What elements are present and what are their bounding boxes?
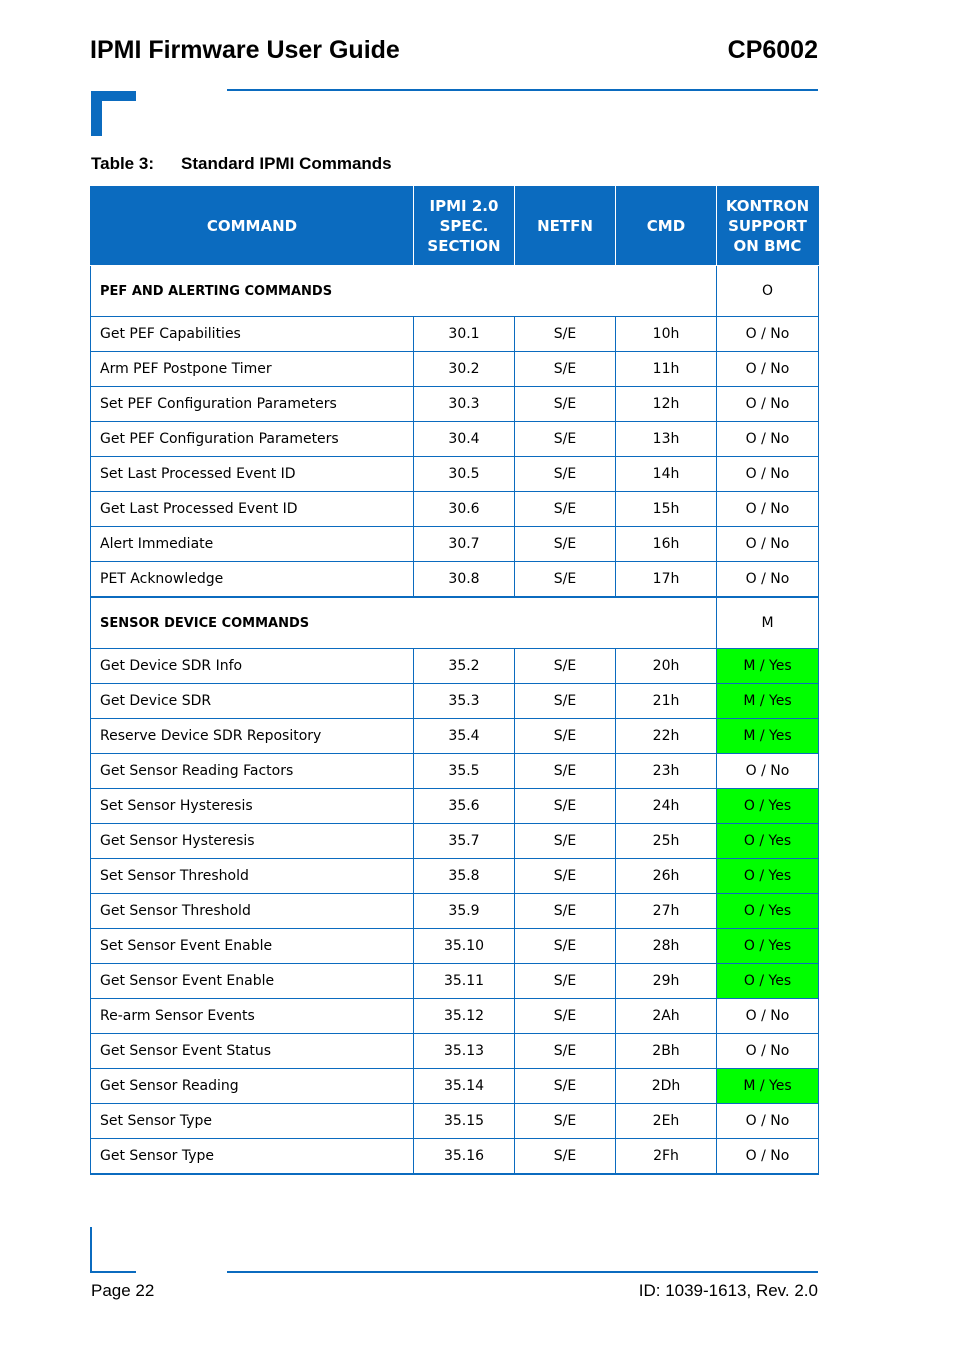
support-status: M / Yes (717, 684, 819, 719)
support-status: O / No (717, 492, 819, 527)
command-name: Get PEF Capabilities (91, 317, 414, 352)
table-title: Standard IPMI Commands (181, 154, 392, 173)
cmd-code: 13h (616, 422, 717, 457)
spec-section: 35.2 (414, 649, 515, 684)
netfn-value: S/E (515, 684, 616, 719)
column-header-support: KONTRON SUPPORT ON BMC (717, 187, 819, 266)
spec-section: 35.15 (414, 1104, 515, 1139)
cmd-code: 2Dh (616, 1069, 717, 1104)
table-row (91, 352, 819, 387)
table-row (91, 929, 819, 964)
netfn-value: S/E (515, 1034, 616, 1069)
section-label: PEF AND ALERTING COMMANDS (91, 266, 717, 317)
netfn-value: S/E (515, 387, 616, 422)
netfn-value: S/E (515, 422, 616, 457)
spec-section: 35.5 (414, 754, 515, 789)
table-row (91, 492, 819, 527)
netfn-value: S/E (515, 1069, 616, 1104)
netfn-value: S/E (515, 859, 616, 894)
cmd-code: 14h (616, 457, 717, 492)
netfn-value: S/E (515, 719, 616, 754)
corner-mark-bottom (90, 1227, 136, 1273)
spec-section: 35.4 (414, 719, 515, 754)
spec-section: 30.8 (414, 562, 515, 598)
support-status: O / Yes (717, 789, 819, 824)
product-model: CP6002 (727, 36, 818, 64)
column-header-cmd: CMD (616, 187, 717, 266)
table-number: Table 3: (91, 154, 154, 173)
command-name: Arm PEF Postpone Timer (91, 352, 414, 387)
footer-rule (227, 1271, 818, 1273)
command-name: Get Sensor Reading Factors (91, 754, 414, 789)
netfn-value: S/E (515, 492, 616, 527)
spec-section: 35.12 (414, 999, 515, 1034)
cmd-code: 27h (616, 894, 717, 929)
spec-section: 35.13 (414, 1034, 515, 1069)
netfn-value: S/E (515, 964, 616, 999)
support-status: O / No (717, 999, 819, 1034)
spec-section: 35.7 (414, 824, 515, 859)
netfn-value: S/E (515, 754, 616, 789)
document-id: ID: 1039-1613, Rev. 2.0 (638, 1281, 818, 1300)
section-label: SENSOR DEVICE COMMANDS (91, 597, 717, 649)
spec-section: 35.3 (414, 684, 515, 719)
support-status: M / Yes (717, 1069, 819, 1104)
table-row (91, 684, 819, 719)
spec-section: 30.4 (414, 422, 515, 457)
netfn-value: S/E (515, 894, 616, 929)
spec-section: 30.1 (414, 317, 515, 352)
cmd-code: 2Fh (616, 1139, 717, 1175)
support-status: O / No (717, 422, 819, 457)
cmd-code: 10h (616, 317, 717, 352)
column-header-netfn: NETFN (515, 187, 616, 266)
cmd-code: 23h (616, 754, 717, 789)
table-row (91, 457, 819, 492)
spec-section: 30.3 (414, 387, 515, 422)
command-name: Get PEF Configuration Parameters (91, 422, 414, 457)
section-support: M (717, 597, 819, 649)
support-status: M / Yes (717, 719, 819, 754)
table-row (91, 1104, 819, 1139)
support-status: M / Yes (717, 649, 819, 684)
spec-section: 35.16 (414, 1139, 515, 1175)
cmd-code: 20h (616, 649, 717, 684)
cmd-code: 25h (616, 824, 717, 859)
netfn-value: S/E (515, 1104, 616, 1139)
cmd-code: 16h (616, 527, 717, 562)
command-name: Get Sensor Event Enable (91, 964, 414, 999)
section-row (91, 597, 819, 649)
table-row (91, 719, 819, 754)
cmd-code: 28h (616, 929, 717, 964)
cmd-code: 21h (616, 684, 717, 719)
table-row (91, 649, 819, 684)
command-name: Get Sensor Type (91, 1139, 414, 1175)
netfn-value: S/E (515, 789, 616, 824)
command-name: Get Last Processed Event ID (91, 492, 414, 527)
spec-section: 35.11 (414, 964, 515, 999)
table-row (91, 754, 819, 789)
table-row (91, 824, 819, 859)
table-caption (91, 154, 392, 174)
spec-section: 35.14 (414, 1069, 515, 1104)
spec-section: 30.7 (414, 527, 515, 562)
table-row (91, 1034, 819, 1069)
cmd-code: 11h (616, 352, 717, 387)
support-status: O / No (717, 387, 819, 422)
corner-mark-top (91, 91, 136, 136)
command-name: Set Last Processed Event ID (91, 457, 414, 492)
table-header-row (91, 187, 819, 266)
cmd-code: 17h (616, 562, 717, 598)
header-rule (227, 89, 818, 91)
support-status: O / Yes (717, 929, 819, 964)
command-name: Alert Immediate (91, 527, 414, 562)
table-row (91, 317, 819, 352)
cmd-code: 2Ah (616, 999, 717, 1034)
cmd-code: 22h (616, 719, 717, 754)
cmd-code: 12h (616, 387, 717, 422)
support-status: O / No (717, 1139, 819, 1175)
cmd-code: 15h (616, 492, 717, 527)
cmd-code: 29h (616, 964, 717, 999)
section-support: O (717, 266, 819, 317)
table-row (91, 387, 819, 422)
support-status: O / No (717, 754, 819, 789)
support-status: O / Yes (717, 859, 819, 894)
netfn-value: S/E (515, 1139, 616, 1175)
column-header-spec-section: IPMI 2.0 SPEC. SECTION (414, 187, 515, 266)
support-status: O / No (717, 1034, 819, 1069)
command-name: Get Device SDR Info (91, 649, 414, 684)
table-row (91, 894, 819, 929)
command-name: Set Sensor Hysteresis (91, 789, 414, 824)
command-name: Get Sensor Event Status (91, 1034, 414, 1069)
support-status: O / No (717, 1104, 819, 1139)
cmd-code: 26h (616, 859, 717, 894)
netfn-value: S/E (515, 649, 616, 684)
netfn-value: S/E (515, 999, 616, 1034)
table-row (91, 789, 819, 824)
support-status: O / No (717, 457, 819, 492)
table-row (91, 859, 819, 894)
spec-section: 30.6 (414, 492, 515, 527)
support-status: O / No (717, 527, 819, 562)
table-row (91, 527, 819, 562)
command-name: Get Sensor Threshold (91, 894, 414, 929)
cmd-code: 2Eh (616, 1104, 717, 1139)
command-name: Set Sensor Event Enable (91, 929, 414, 964)
spec-section: 35.10 (414, 929, 515, 964)
spec-section: 35.9 (414, 894, 515, 929)
support-status: O / No (717, 562, 819, 598)
command-name: Re-arm Sensor Events (91, 999, 414, 1034)
document-title: IPMI Firmware User Guide (90, 36, 400, 64)
netfn-value: S/E (515, 929, 616, 964)
command-name: Get Sensor Hysteresis (91, 824, 414, 859)
netfn-value: S/E (515, 562, 616, 598)
command-name: Set PEF Configuration Parameters (91, 387, 414, 422)
table-row (91, 964, 819, 999)
cmd-code: 2Bh (616, 1034, 717, 1069)
table-row (91, 1069, 819, 1104)
support-status: O / Yes (717, 964, 819, 999)
support-status: O / Yes (717, 824, 819, 859)
netfn-value: S/E (515, 352, 616, 387)
command-name: Get Sensor Reading (91, 1069, 414, 1104)
spec-section: 30.2 (414, 352, 515, 387)
command-name: PET Acknowledge (91, 562, 414, 598)
table-row (91, 562, 819, 598)
support-status: O / Yes (717, 894, 819, 929)
page-number: Page 22 (91, 1281, 155, 1300)
table-row (91, 999, 819, 1034)
netfn-value: S/E (515, 824, 616, 859)
cmd-code: 24h (616, 789, 717, 824)
table-row (91, 1139, 819, 1175)
netfn-value: S/E (515, 527, 616, 562)
column-header-command: COMMAND (91, 187, 414, 266)
commands-table (90, 186, 819, 1175)
netfn-value: S/E (515, 317, 616, 352)
spec-section: 30.5 (414, 457, 515, 492)
command-name: Reserve Device SDR Repository (91, 719, 414, 754)
spec-section: 35.6 (414, 789, 515, 824)
command-name: Set Sensor Type (91, 1104, 414, 1139)
support-status: O / No (717, 317, 819, 352)
section-row (91, 266, 819, 317)
command-name: Get Device SDR (91, 684, 414, 719)
command-name: Set Sensor Threshold (91, 859, 414, 894)
spec-section: 35.8 (414, 859, 515, 894)
netfn-value: S/E (515, 457, 616, 492)
table-row (91, 422, 819, 457)
support-status: O / No (717, 352, 819, 387)
